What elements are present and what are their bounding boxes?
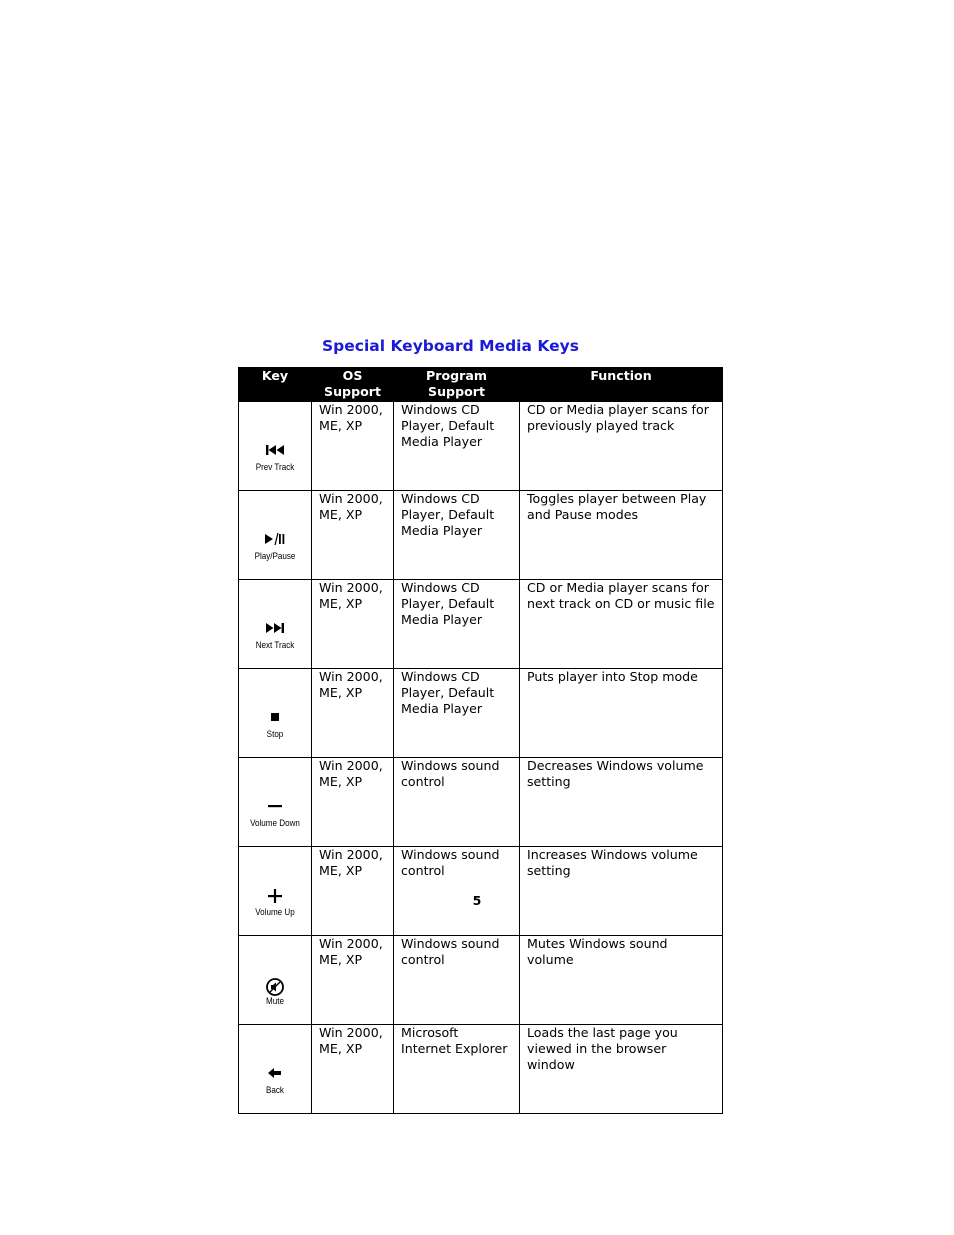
prev-track-icon bbox=[239, 427, 311, 445]
key-cell bbox=[239, 669, 312, 758]
key-cell bbox=[239, 580, 312, 669]
program-support-cell: Windows sound control bbox=[394, 936, 520, 1025]
key-cell bbox=[239, 936, 312, 1025]
function-cell: CD or Media player scans for previously played track bbox=[520, 402, 723, 491]
stop-icon bbox=[239, 694, 311, 712]
play-pause-icon bbox=[239, 516, 311, 534]
page-title: Special Keyboard Media Keys bbox=[322, 337, 579, 355]
page-number: 5 bbox=[472, 893, 482, 908]
program-support-cell: Windows CD Player, Default Media Player bbox=[394, 669, 520, 758]
key-label: Mute bbox=[266, 996, 284, 1007]
os-support-cell: Win 2000, ME, XP bbox=[312, 1025, 394, 1114]
key-label: Play/Pause bbox=[254, 551, 296, 562]
os-support-cell: Win 2000, ME, XP bbox=[312, 491, 394, 580]
key-label: Prev Track bbox=[255, 462, 295, 473]
volume-up-icon bbox=[239, 872, 311, 890]
function-cell: Increases Windows volume setting bbox=[520, 847, 723, 936]
function-cell: Puts player into Stop mode bbox=[520, 669, 723, 758]
program-support-cell: Windows CD Player, Default Media Player bbox=[394, 491, 520, 580]
os-support-cell: Win 2000, ME, XP bbox=[312, 847, 394, 936]
table-row bbox=[239, 669, 723, 758]
mute-icon bbox=[239, 961, 311, 979]
function-cell: Mutes Windows sound volume bbox=[520, 936, 723, 1025]
key-cell bbox=[239, 402, 312, 491]
program-support-cell: Windows CD Player, Default Media Player bbox=[394, 580, 520, 669]
volume-down-icon bbox=[239, 783, 311, 801]
next-track-icon bbox=[239, 605, 311, 623]
key-label: Volume Up bbox=[255, 907, 295, 918]
table-header-row bbox=[239, 368, 723, 402]
os-support-cell: Win 2000, ME, XP bbox=[312, 758, 394, 847]
function-cell: Decreases Windows volume setting bbox=[520, 758, 723, 847]
back-arrow-icon bbox=[239, 1050, 311, 1068]
key-cell bbox=[239, 847, 312, 936]
os-support-cell: Win 2000, ME, XP bbox=[312, 580, 394, 669]
table-row bbox=[239, 491, 723, 580]
media-keys-table bbox=[238, 367, 723, 1114]
key-label: Back bbox=[266, 1085, 284, 1096]
table-row bbox=[239, 847, 723, 936]
os-support-cell: Win 2000, ME, XP bbox=[312, 936, 394, 1025]
key-label: Next Track bbox=[255, 640, 295, 651]
function-cell: Loads the last page you viewed in the browser window bbox=[520, 1025, 723, 1114]
key-cell bbox=[239, 491, 312, 580]
key-cell bbox=[239, 1025, 312, 1114]
os-support-cell: Win 2000, ME, XP bbox=[312, 669, 394, 758]
header-key: Key bbox=[239, 368, 312, 402]
table-row bbox=[239, 936, 723, 1025]
table-row bbox=[239, 758, 723, 847]
key-label: Stop bbox=[266, 729, 284, 740]
header-function: Function bbox=[520, 368, 723, 402]
key-label: Volume Down bbox=[250, 818, 300, 829]
table-row bbox=[239, 402, 723, 491]
program-support-cell: Windows sound control bbox=[394, 758, 520, 847]
header-program-support: Program Support bbox=[394, 368, 520, 402]
program-support-cell: Windows sound control bbox=[394, 847, 520, 936]
header-os-support: OS Support bbox=[312, 368, 394, 402]
function-cell: CD or Media player scans for next track on CD or music file bbox=[520, 580, 723, 669]
program-support-cell: Microsoft Internet Explorer bbox=[394, 1025, 520, 1114]
os-support-cell: Win 2000, ME, XP bbox=[312, 402, 394, 491]
function-cell: Toggles player between Play and Pause modes bbox=[520, 491, 723, 580]
program-support-cell: Windows CD Player, Default Media Player bbox=[394, 402, 520, 491]
table-row bbox=[239, 1025, 723, 1114]
key-cell bbox=[239, 758, 312, 847]
table-row bbox=[239, 580, 723, 669]
